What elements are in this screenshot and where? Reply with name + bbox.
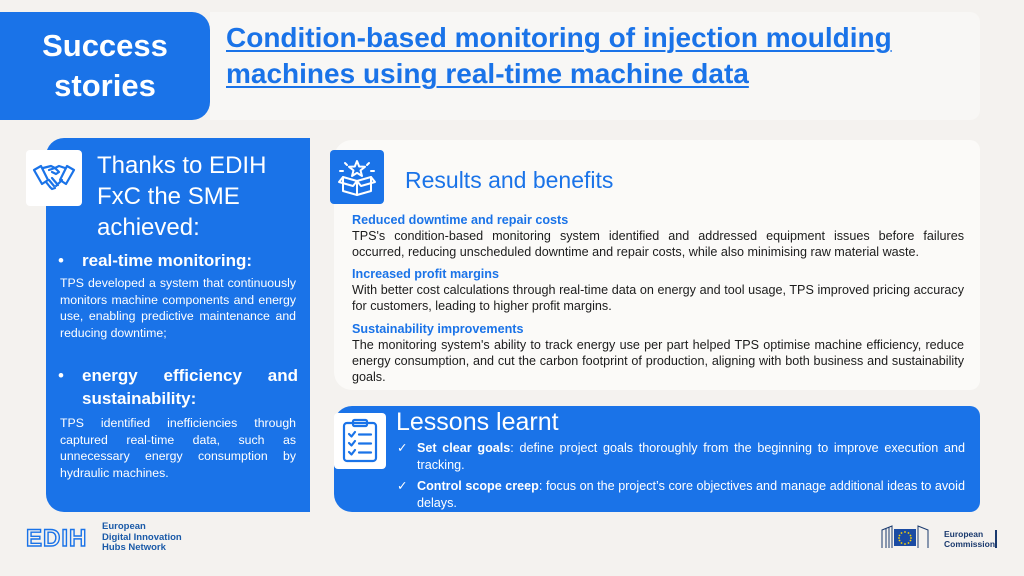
results-heading: Results and benefits — [405, 167, 614, 193]
edih-line: Hubs Network — [102, 542, 166, 553]
bullet-body-real-time-monitoring: TPS developed a system that continuously monitors machine components and energy use, enabling predictive maintenance and reducing downtime; — [60, 276, 296, 340]
handshake-icon — [26, 150, 82, 206]
bullet-title-word: sustainability: — [82, 389, 197, 408]
edih-line: Digital Innovation — [102, 531, 182, 543]
checklist-icon — [334, 413, 386, 469]
result-body: The monitoring system's ability to track energy use per part helped TPS optimise machine efficiency, reduce energy consumption, and cut the carbon footprint of production, aligning with both business and sustainability goals. — [352, 338, 964, 384]
ec-divider — [995, 530, 997, 548]
bullet-dot: • — [58, 251, 64, 270]
check-icon: ✓ — [397, 441, 408, 455]
lesson-text: : focus on the project’s core objectives and manage additional ideas to avoid delays. — [417, 479, 965, 510]
success-stories-badge — [0, 12, 210, 120]
badge-line-2: stories — [54, 68, 156, 103]
bullet-dot: • — [58, 366, 64, 385]
bullet-title-row — [82, 364, 298, 387]
bullet-title-word: energy — [82, 366, 138, 385]
bullet-title-real-time-monitoring — [58, 249, 318, 272]
ec-line: European — [944, 529, 984, 539]
check-icon: ✓ — [397, 479, 408, 493]
result-item — [352, 212, 964, 260]
achievements-heading: Thanks to EDIH FxC the SME achieved: — [97, 152, 267, 241]
lesson-label: Control scope creep — [417, 479, 539, 493]
bullet-body-energy-efficiency: TPS identified inefficiencies through captured real-time data, such as unnecessary energy consumption by hydraulic machines. — [60, 416, 296, 480]
bullet-title-word: efficiency — [163, 366, 242, 385]
result-item — [352, 321, 964, 385]
page-title[interactable]: Condition-based monitoring of injection moulding machines using real-time machine data — [226, 22, 892, 89]
edih-logo — [26, 524, 96, 555]
lesson-text: : define project goals thoroughly from the beginning to improve execution and tracking. — [417, 441, 965, 472]
result-item — [352, 266, 964, 314]
box-star-icon — [330, 150, 384, 204]
title-box — [210, 12, 980, 120]
bullet-title-text: real-time monitoring: — [82, 251, 253, 270]
edih-network-name — [102, 522, 182, 554]
ec-line: Commission — [944, 539, 996, 549]
lesson-item — [397, 478, 965, 511]
european-commission-name — [944, 529, 995, 549]
result-body: TPS's condition-based monitoring system identified and addressed equipment issues before failures occurred, reducing unscheduled downtime and repair costs, while also minimising raw material waste. — [352, 229, 964, 259]
result-title: Sustainability improvements — [352, 322, 524, 336]
lesson-item — [397, 440, 965, 473]
bullet-title-energy-efficiency — [58, 364, 298, 410]
lessons-heading: Lessons learnt — [396, 408, 559, 436]
badge-line-1: Success — [42, 28, 168, 63]
result-title: Reduced downtime and repair costs — [352, 213, 569, 227]
european-commission-logo — [880, 522, 942, 555]
lesson-label: Set clear goals — [417, 441, 511, 455]
result-body: With better cost calculations through real-time data on energy and tool usage, TPS improved pricing accuracy for customers, leading to higher profit margins. — [352, 283, 964, 313]
bullet-title-word: and — [267, 366, 298, 385]
edih-logo-text: EDIH — [26, 525, 88, 550]
edih-line: European — [102, 521, 146, 532]
result-title: Increased profit margins — [352, 267, 499, 281]
